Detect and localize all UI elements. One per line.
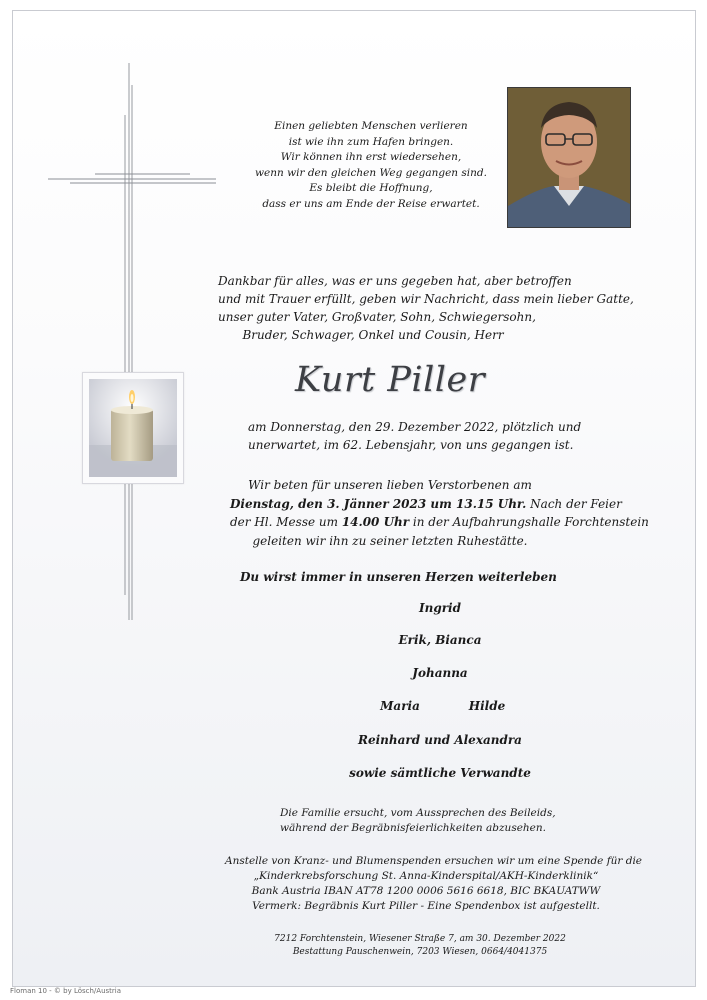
mourner-name: Erik, Bianca bbox=[398, 633, 482, 647]
donation-line: Bank Austria IBAN AT78 1200 0006 5616 6618, BIC BKAUATWW bbox=[251, 885, 601, 897]
mourners-motto: Du wirst immer in unseren Herzen weiterleben bbox=[240, 570, 557, 584]
cross-icon bbox=[40, 55, 230, 625]
death-notice-line: am Donnerstag, den 29. Dezember 2022, plötzlich und bbox=[248, 420, 582, 434]
announcement-line: unser guter Vater, Großvater, Sohn, Schwiegersohn, bbox=[218, 310, 536, 324]
quote-line: Einen geliebten Menschen verlieren bbox=[274, 120, 468, 132]
quote-line: Wir können ihn erst wiedersehen, bbox=[280, 151, 462, 164]
death-notice bbox=[248, 418, 582, 454]
quote-line: Es bleibt die Hoffnung, bbox=[309, 182, 433, 195]
mourner-name: Reinhard und Alexandra bbox=[358, 733, 522, 747]
mourner-name: Johanna bbox=[412, 666, 468, 680]
donation-notice bbox=[225, 854, 643, 914]
mourner-name: Ingrid bbox=[419, 601, 461, 615]
quote-text bbox=[246, 119, 496, 213]
funeral-line-text: in der Aufbahrungshalle Forchtenstein bbox=[409, 515, 649, 529]
funeral-line-text: der Hl. Messe um bbox=[230, 515, 342, 529]
candle-image bbox=[82, 372, 184, 484]
funeral-line: geleiten wir ihn zu seiner letzten Ruhestätte. bbox=[252, 533, 528, 548]
announcement-text bbox=[218, 272, 634, 344]
funeral-date: Dienstag, den 3. Jänner 2023 um 13.15 Uhr. bbox=[230, 496, 527, 511]
funeral-details bbox=[230, 476, 649, 550]
print-credit: Floman 10 - © by Lösch/Austria bbox=[10, 987, 122, 995]
footer-line: Bestattung Pauschenwein, 7203 Wiesen, 0664/4041375 bbox=[292, 947, 548, 957]
announcement-line: Dankbar für alles, was er uns gegeben hat, aber betroffen bbox=[218, 274, 572, 288]
donation-line: Anstelle von Kranz- und Blumenspenden ersuchen wir um eine Spende für die bbox=[225, 855, 643, 867]
quote-line: ist wie ihn zum Hafen bringen. bbox=[288, 135, 454, 148]
mourner-name: Hilde bbox=[468, 699, 506, 713]
mourner-name: Maria bbox=[380, 699, 420, 713]
portrait-photo bbox=[507, 87, 631, 228]
funeral-line bbox=[230, 513, 649, 532]
mass-time: 14.00 Uhr bbox=[341, 515, 410, 529]
request-line: Die Familie ersucht, vom Aussprechen des Beileids, bbox=[280, 807, 556, 819]
announcement-line: und mit Trauer erfüllt, geben wir Nachricht, dass mein lieber Gatte, bbox=[218, 292, 634, 306]
funeral-line bbox=[230, 495, 622, 514]
footer-address bbox=[270, 933, 570, 959]
deceased-name: Kurt Piller bbox=[295, 360, 485, 400]
mourner-name: sowie sämtliche Verwandte bbox=[349, 766, 531, 780]
funeral-line: Wir beten für unseren lieben Verstorbenen am bbox=[248, 478, 532, 492]
death-notice-line: unerwartet, im 62. Lebensjahr, von uns gegangen ist. bbox=[248, 438, 574, 452]
footer-line: 7212 Forchtenstein, Wiesener Straße 7, am 30. Dezember 2022 bbox=[274, 934, 566, 944]
donation-line: „Kinderkrebsforschung St. Anna-Kinderspital/AKH-Kinderklinik“ bbox=[253, 870, 599, 882]
donation-line: Vermerk: Begräbnis Kurt Piller - Eine Spendenbox ist aufgestellt. bbox=[252, 900, 600, 912]
announcement-line: Bruder, Schwager, Onkel und Cousin, Herr bbox=[242, 328, 504, 342]
condolence-request bbox=[280, 806, 556, 836]
quote-line: dass er uns am Ende der Reise erwartet. bbox=[262, 197, 480, 210]
request-line: während der Begräbnisfeierlichkeiten abzusehen. bbox=[280, 822, 546, 834]
quote-line: wenn wir den gleichen Weg gegangen sind. bbox=[255, 166, 487, 179]
funeral-line-text: Nach der Feier bbox=[526, 496, 622, 511]
